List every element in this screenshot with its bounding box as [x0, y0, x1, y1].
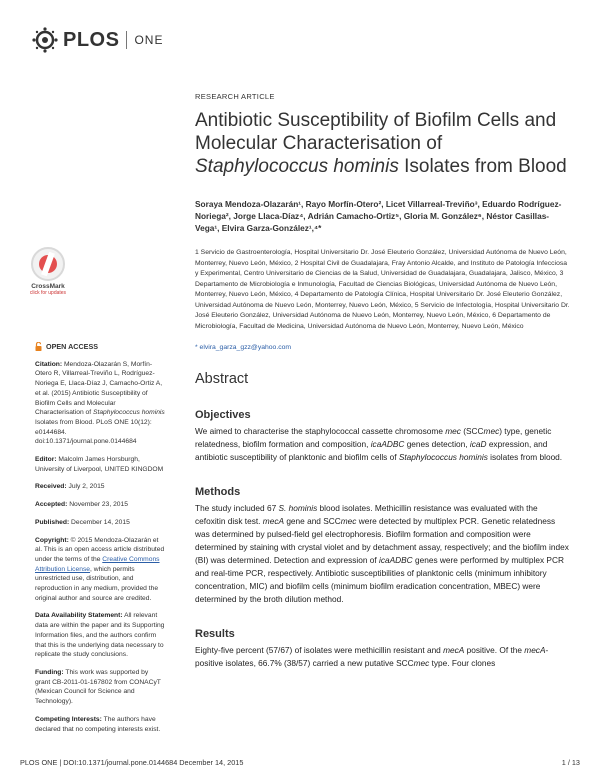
page-footer	[20, 758, 580, 767]
license-link[interactable]: Creative Commons Attribution License	[35, 555, 160, 573]
logo-divider	[126, 31, 127, 49]
crossmark-sublabel: click for updates	[29, 290, 67, 296]
methods-italic: mec	[340, 516, 357, 526]
funding-block	[35, 668, 165, 707]
open-access-badge	[35, 342, 165, 352]
citation-label: Citation:	[35, 360, 63, 368]
accepted-date: November 23, 2015	[69, 501, 128, 509]
article-main	[195, 92, 570, 670]
methods-seg: The study included 67	[195, 503, 279, 513]
objectives-seg: We aimed to characterise the staphylococcal cassette chromosome	[195, 426, 446, 436]
methods-seg: blood isolates. Methicillin resistance was evaluated with the cefoxitin disk test.	[195, 503, 538, 526]
copyright-block	[35, 536, 165, 604]
logo-plos-text: PLOS	[63, 28, 120, 51]
results-seg: positive. Of the	[464, 645, 525, 655]
data-availability-block	[35, 611, 165, 660]
results-heading: Results	[195, 628, 235, 640]
objectives-seg: expression, and antibiotic susceptibility of planktonic and biofilm cells of	[195, 439, 548, 462]
footer-citation: PLOS ONE | DOI:10.1371/journal.pone.0144684 December 14, 2015	[20, 758, 244, 767]
citation-italic: Staphylococcus hominis	[93, 409, 165, 417]
objectives-italic: icaD	[469, 439, 487, 449]
title-italic: Staphylococcus hominis	[195, 156, 399, 177]
objectives-text	[195, 425, 570, 464]
published-block	[35, 518, 165, 528]
received-date: July 2, 2015	[68, 483, 105, 491]
data-availability-text: All relevant data are within the paper and its Supporting Information files, and the authors confirm that this is the underlying data necessary to replicate the study conclusions.	[35, 612, 165, 659]
results-italic: mec	[413, 658, 430, 668]
open-access-label: OPEN ACCESS	[46, 342, 99, 351]
accepted-label: Accepted:	[35, 501, 68, 509]
received-block	[35, 482, 165, 492]
citation-block	[35, 360, 165, 447]
affiliations: 1 Servicio de Gastroenterología, Hospital Universitario Dr. José Eleuterio González, Universidad Autónoma de Nuevo León, Monterrey, Nuevo León, México, 2 Hospital Civil de Guadalajara, Fray Antonio Alcalde, and Instituto de Patología Infecciosa y Experimental, Centro Universitario de Ciencias de la Salud, Universidad de Guadalajara, Guadalajara, Jalisco, México, 3 Departamento de Microbiología e Inmunología, Facultad de Ciencias Biológicas, Universidad Autónoma de Nuevo León, Monterrey, Nuevo León, México, 4 Departamento de Patología Clínica, Hospital Universitario Dr. José Eleuterio González, Universidad Autónoma de Nuevo León, Monterrey, Nuevo León, México, 5 Servicio de Infectología, Hospital Universitario Dr. José Eleuterio González, Universidad Autónoma de Nuevo León, Monterrey, Nuevo León, México, 6 Departamento de Microbiología, Facultad de Medicina, Universidad Autónoma de Nuevo León, Monterrey, Nuevo León, México	[195, 249, 570, 330]
objectives-italic: mec	[445, 426, 461, 436]
article-title	[195, 109, 570, 178]
data-availability-label: Data Availability Statement:	[35, 612, 123, 620]
editor-label: Editor:	[35, 456, 57, 464]
editor-text: Malcolm James Horsburgh, University of Liverpool, UNITED KINGDOM	[35, 456, 164, 473]
published-date: December 14, 2015	[71, 518, 130, 526]
editor-block	[35, 455, 165, 474]
published-label: Published:	[35, 518, 70, 526]
methods-text	[195, 502, 570, 606]
competing-interests-text: The authors have declared that no competing interests exist.	[35, 715, 161, 733]
results-seg: -positive isolates, 66.7% (38/57) carried a new putative SCC	[195, 645, 549, 668]
logo-journal-text: ONE	[134, 33, 164, 47]
citation-text-a: Mendoza-Olazarán S, Morfín-Otero R, Villarreal-Treviño L, Rodríguez-Noriega E, Llaca-Díaz J, Camacho-Ortiz A, et al. (2015) Antibiotic Susceptibility of Biofilm Cells and Molecular Characterisation of	[35, 360, 163, 417]
author-list: Soraya Mendoza-Olazarán¹, Rayo Morfín-Otero², Licet Villarreal-Treviño³, Eduardo Rodríguez-Noriega², Jorge Llaca-Díaz⁴, Adrián Camacho-Ortiz⁵, Gloria M. González⁶, Néstor Casillas-Vega¹, Elvira Garza-González¹,⁴*	[195, 199, 562, 233]
crossmark-badge[interactable]	[28, 247, 68, 296]
page-number: 1 / 13	[561, 758, 580, 767]
corresponding-email-link[interactable]: * elvira_garza_gzz@yahoo.com	[195, 344, 292, 351]
objectives-seg: isolates from blood.	[487, 452, 563, 462]
copyright-label: Copyright:	[35, 536, 69, 544]
citation-text-b: Isolates from Blood. PLoS ONE 10(12): e0144684. doi:10.1371/journal.pone.0144684	[35, 418, 152, 446]
methods-seg: genes were performed by multiplex PCR and real-time PCR, respectively. Antibiotic susceptibilities of planktonic cells (minimum inhibitory concentration, MIC) and biofilm cells (minimum biofilm eradication concentration, MBEC) were determined by the broth dilution method.	[195, 555, 564, 604]
objectives-heading: Objectives	[195, 409, 251, 421]
funding-text: This work was supported by grant CB-2011-01-167802 from CONACyT (Mexican Council for Science and Technology).	[35, 668, 161, 706]
results-seg: type. Four clones	[429, 658, 496, 668]
open-lock-icon	[35, 342, 42, 351]
copyright-text-b: , which permits unrestricted use, distribution, and reproduction in any medium, provided the original author and source are credited.	[35, 565, 159, 602]
received-label: Received:	[35, 483, 67, 491]
results-text	[195, 644, 570, 670]
methods-italic: icaADBC	[379, 555, 413, 565]
crossmark-label: CrossMark	[31, 283, 65, 290]
methods-seg: gene and SCC	[284, 516, 341, 526]
results-seg: Eighty-five percent (57/67) of isolates were methicillin resistant and	[195, 645, 444, 655]
copyright-text-a: © 2015 Mendoza-Olazarán et al. This is an open access article distributed under the terms of the	[35, 536, 165, 563]
competing-interests-label: Competing Interests:	[35, 715, 102, 723]
objectives-italic: Staphylococcus hominis	[398, 452, 488, 462]
objectives-italic: icaADBC	[370, 439, 405, 449]
methods-italic: S. hominis	[278, 503, 318, 513]
crossmark-icon	[31, 247, 65, 281]
title-part-a: Antibiotic Susceptibility of Biofilm Cells and Molecular Characterisation of	[195, 110, 557, 154]
article-info-sidebar	[35, 342, 165, 742]
plos-one-logo[interactable]	[30, 26, 163, 54]
objectives-italic: mec	[483, 426, 500, 436]
objectives-seg: ) type, genetic relatedness, biofilm formation and composition,	[195, 426, 552, 449]
title-part-b: Isolates from Blood	[398, 156, 567, 177]
methods-italic: mecA	[262, 516, 285, 526]
competing-interests-block	[35, 715, 165, 734]
objectives-seg: (SCC	[460, 426, 484, 436]
results-italic: mecA	[524, 645, 546, 655]
results-italic: mecA	[443, 645, 465, 655]
funding-label: Funding:	[35, 668, 64, 676]
methods-seg: were detected by multiplex PCR. Genetic relatedness was determined by pulsed-field gel electrophoresis. Biofilm formation and composition were determined by staining with crystal violet and by detachment assay, respectively; and the biofilm index (BI) was determined. Detection and expression of	[195, 516, 569, 565]
abstract-heading: Abstract	[195, 371, 249, 387]
article-type: RESEARCH ARTICLE	[195, 92, 275, 101]
accepted-block	[35, 500, 165, 510]
plos-dots-icon	[30, 27, 60, 53]
methods-heading: Methods	[195, 486, 241, 498]
objectives-seg: genes detection,	[404, 439, 470, 449]
